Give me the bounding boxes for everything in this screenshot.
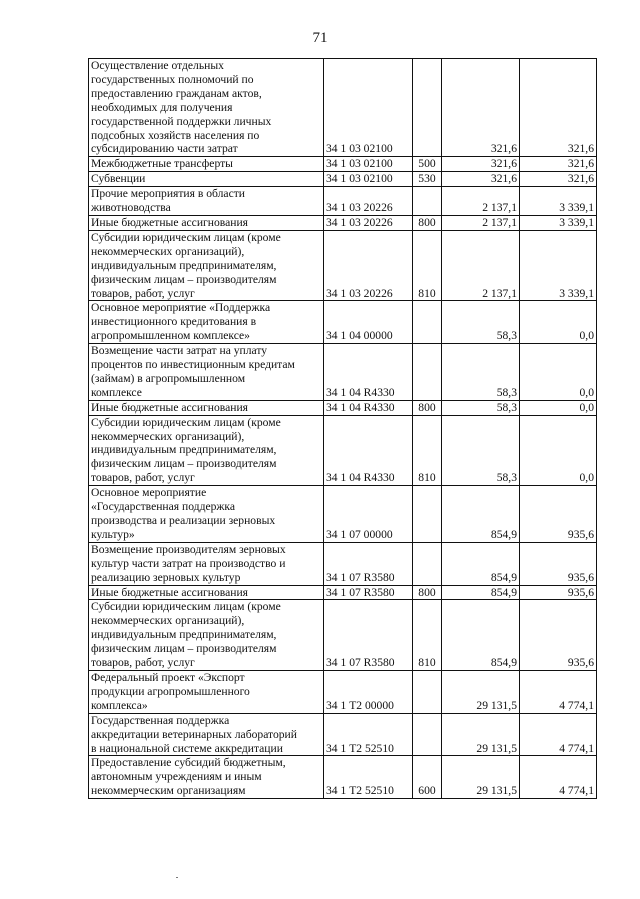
amount-year-1-cell: 854,9 bbox=[442, 542, 520, 585]
amount-year-2-cell: 4 774,1 bbox=[520, 670, 597, 713]
item-name-cell: Возмещение производителям зерновых культур части затрат на производство и реализацию зерновых культур bbox=[89, 542, 324, 585]
expense-type-cell: 800 bbox=[413, 400, 442, 415]
target-code-cell: 34 1 07 00000 bbox=[324, 486, 413, 543]
amount-year-1-cell: 321,6 bbox=[442, 59, 520, 157]
target-code-cell: 34 1 03 02100 bbox=[324, 59, 413, 157]
item-name-cell: Субсидии юридическим лицам (кроме некоммерческих организаций), индивидуальным предпринимателям, физическим лицам – производителям товаров, работ, услуг bbox=[89, 230, 324, 301]
table-row bbox=[89, 415, 597, 486]
table-row bbox=[89, 600, 597, 671]
target-code-cell: 34 1 04 R4330 bbox=[324, 400, 413, 415]
target-code-cell: 34 1 Т2 52510 bbox=[324, 756, 413, 799]
target-code-cell: 34 1 04 R4330 bbox=[324, 415, 413, 486]
amount-year-2-cell: 321,6 bbox=[520, 59, 597, 157]
amount-year-1-cell: 29 131,5 bbox=[442, 756, 520, 799]
expense-type-cell: 500 bbox=[413, 157, 442, 172]
item-name-cell: Возмещение части затрат на уплату процентов по инвестиционным кредитам (займам) в агропромышленном комплексе bbox=[89, 344, 324, 401]
target-code-cell: 34 1 07 R3580 bbox=[324, 600, 413, 671]
amount-year-1-cell: 29 131,5 bbox=[442, 713, 520, 756]
table-row bbox=[89, 713, 597, 756]
target-code-cell: 34 1 07 R3580 bbox=[324, 542, 413, 585]
item-name-cell: Государственная поддержка аккредитации ветеринарных лабораторий в национальной системе аккредитации bbox=[89, 713, 324, 756]
target-code-cell: 34 1 03 20226 bbox=[324, 215, 413, 230]
item-name-cell: Межбюджетные трансферты bbox=[89, 157, 324, 172]
item-name-cell: Иные бюджетные ассигнования bbox=[89, 400, 324, 415]
amount-year-1-cell: 2 137,1 bbox=[442, 215, 520, 230]
expense-type-cell bbox=[413, 344, 442, 401]
item-name-cell: Субсидии юридическим лицам (кроме некоммерческих организаций), индивидуальным предпринимателям, физическим лицам – производителям товаров, работ, услуг bbox=[89, 600, 324, 671]
amount-year-2-cell: 935,6 bbox=[520, 600, 597, 671]
expense-type-cell: 800 bbox=[413, 585, 442, 600]
expense-type-cell: 810 bbox=[413, 230, 442, 301]
expense-type-cell: 810 bbox=[413, 415, 442, 486]
amount-year-1-cell: 2 137,1 bbox=[442, 187, 520, 216]
table-row bbox=[89, 670, 597, 713]
amount-year-1-cell: 854,9 bbox=[442, 600, 520, 671]
budget-table-body bbox=[89, 59, 597, 799]
expense-type-cell bbox=[413, 542, 442, 585]
expense-type-cell bbox=[413, 187, 442, 216]
item-name-cell: Иные бюджетные ассигнования bbox=[89, 585, 324, 600]
table-row bbox=[89, 756, 597, 799]
item-name-cell: Основное мероприятие «Государственная поддержка производства и реализации зерновых культур» bbox=[89, 486, 324, 543]
item-name-cell: Субсидии юридическим лицам (кроме некоммерческих организаций), индивидуальным предпринимателям, физическим лицам – производителям товаров, работ, услуг bbox=[89, 415, 324, 486]
table-row bbox=[89, 542, 597, 585]
target-code-cell: 34 1 03 02100 bbox=[324, 157, 413, 172]
expense-type-cell: 810 bbox=[413, 600, 442, 671]
amount-year-2-cell: 321,6 bbox=[520, 157, 597, 172]
table-row bbox=[89, 215, 597, 230]
expense-type-cell: 800 bbox=[413, 215, 442, 230]
target-code-cell: 34 1 03 20226 bbox=[324, 187, 413, 216]
target-code-cell: 34 1 04 R4330 bbox=[324, 344, 413, 401]
item-name-cell: Федеральный проект «Экспорт продукции агропромышленного комплекса» bbox=[89, 670, 324, 713]
amount-year-2-cell: 0,0 bbox=[520, 301, 597, 344]
target-code-cell: 34 1 03 02100 bbox=[324, 172, 413, 187]
item-name-cell: Предоставление субсидий бюджетным, автономным учреждениям и иным некоммерческим организациям bbox=[89, 756, 324, 799]
item-name-cell: Иные бюджетные ассигнования bbox=[89, 215, 324, 230]
table-row bbox=[89, 59, 597, 157]
table-row bbox=[89, 157, 597, 172]
expense-type-cell bbox=[413, 59, 442, 157]
table-row bbox=[89, 486, 597, 543]
scan-speck bbox=[176, 877, 178, 878]
amount-year-1-cell: 58,3 bbox=[442, 400, 520, 415]
amount-year-2-cell: 0,0 bbox=[520, 415, 597, 486]
amount-year-2-cell: 321,6 bbox=[520, 172, 597, 187]
amount-year-1-cell: 58,3 bbox=[442, 415, 520, 486]
amount-year-1-cell: 854,9 bbox=[442, 486, 520, 543]
table-row bbox=[89, 585, 597, 600]
target-code-cell: 34 1 07 R3580 bbox=[324, 585, 413, 600]
table-row bbox=[89, 344, 597, 401]
amount-year-1-cell: 321,6 bbox=[442, 172, 520, 187]
amount-year-2-cell: 0,0 bbox=[520, 400, 597, 415]
amount-year-1-cell: 58,3 bbox=[442, 344, 520, 401]
amount-year-2-cell: 3 339,1 bbox=[520, 187, 597, 216]
amount-year-1-cell: 854,9 bbox=[442, 585, 520, 600]
amount-year-2-cell: 935,6 bbox=[520, 486, 597, 543]
expense-type-cell bbox=[413, 486, 442, 543]
table-row bbox=[89, 400, 597, 415]
item-name-cell: Субвенции bbox=[89, 172, 324, 187]
page-number: 71 bbox=[312, 30, 328, 46]
amount-year-2-cell: 935,6 bbox=[520, 585, 597, 600]
item-name-cell: Осуществление отдельных государственных полномочий по предоставлению гражданам актов, необходимых для получения государственной поддержки личных подсобных хозяйств населения по субсидированию части затрат bbox=[89, 59, 324, 157]
target-code-cell: 34 1 Т2 52510 bbox=[324, 713, 413, 756]
expense-type-cell bbox=[413, 713, 442, 756]
table-row bbox=[89, 172, 597, 187]
expense-type-cell bbox=[413, 301, 442, 344]
table-row bbox=[89, 301, 597, 344]
item-name-cell: Прочие мероприятия в области животноводства bbox=[89, 187, 324, 216]
target-code-cell: 34 1 03 20226 bbox=[324, 230, 413, 301]
expense-type-cell bbox=[413, 670, 442, 713]
amount-year-2-cell: 0,0 bbox=[520, 344, 597, 401]
amount-year-1-cell: 321,6 bbox=[442, 157, 520, 172]
amount-year-1-cell: 29 131,5 bbox=[442, 670, 520, 713]
amount-year-1-cell: 58,3 bbox=[442, 301, 520, 344]
amount-year-2-cell: 3 339,1 bbox=[520, 215, 597, 230]
amount-year-2-cell: 935,6 bbox=[520, 542, 597, 585]
expense-type-cell: 530 bbox=[413, 172, 442, 187]
target-code-cell: 34 1 Т2 00000 bbox=[324, 670, 413, 713]
target-code-cell: 34 1 04 00000 bbox=[324, 301, 413, 344]
amount-year-1-cell: 2 137,1 bbox=[442, 230, 520, 301]
expense-type-cell: 600 bbox=[413, 756, 442, 799]
amount-year-2-cell: 4 774,1 bbox=[520, 756, 597, 799]
amount-year-2-cell: 3 339,1 bbox=[520, 230, 597, 301]
table-row bbox=[89, 187, 597, 216]
table-row bbox=[89, 230, 597, 301]
amount-year-2-cell: 4 774,1 bbox=[520, 713, 597, 756]
budget-table bbox=[88, 58, 597, 799]
item-name-cell: Основное мероприятие «Поддержка инвестиционного кредитования в агропромышленном комплексе» bbox=[89, 301, 324, 344]
